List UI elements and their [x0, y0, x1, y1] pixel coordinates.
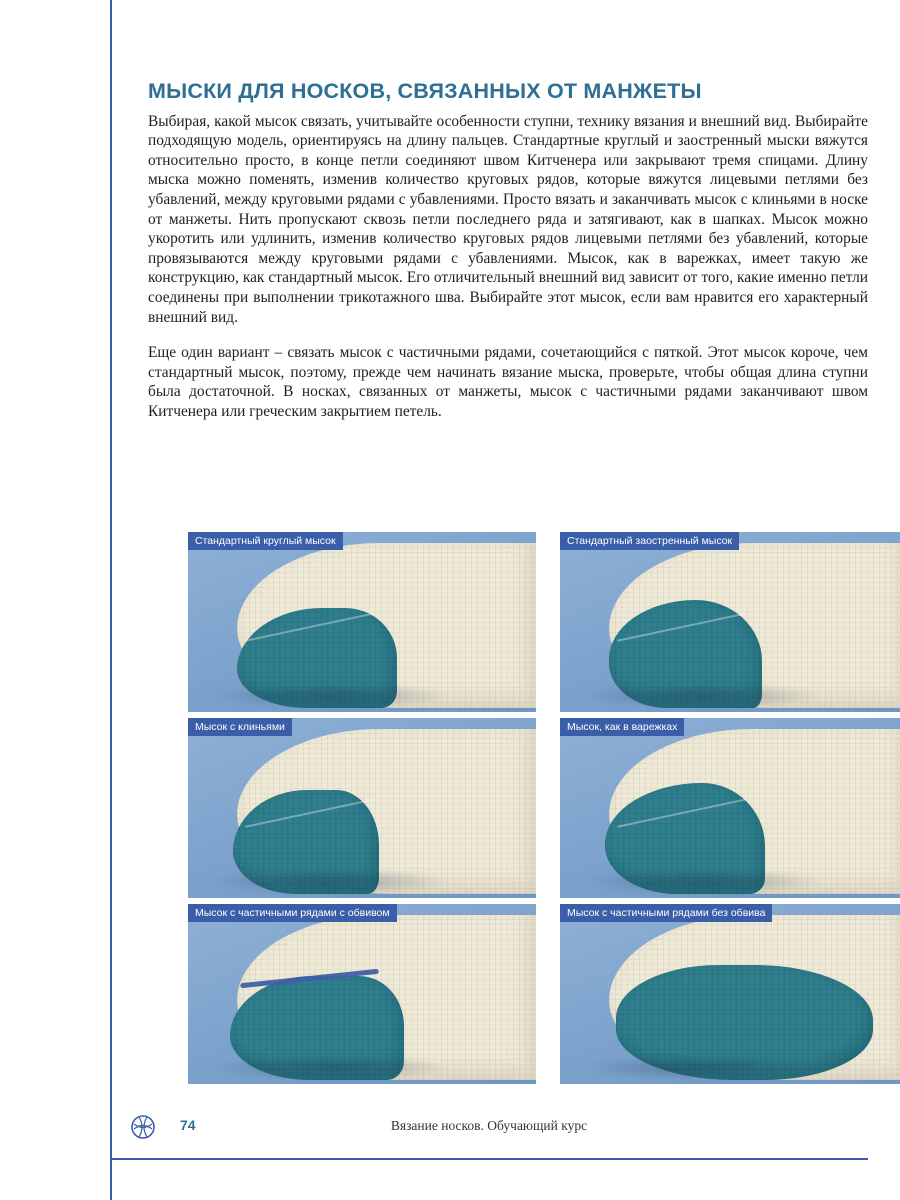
drop-shadow [581, 1055, 825, 1080]
photo-item [560, 532, 900, 712]
page-footer [110, 1114, 868, 1154]
drop-shadow [209, 869, 453, 894]
body-paragraph-1: Выбирая, какой мысок связать, учитывайте особенности ступни, технику вязания и внешний вид. Выбирайте подходящую модель, ориентируясь на длину пальцев. Стандартные круглый и заостренный мыски вяжутся относительно просто, в конце петли соединяют швом Китченера или закрывают тремя спицами. Длину мыска можно поменять, изменив количество круговых рядов, которые вяжутся лицевыми петлями без убавлений, между круговыми рядами с убавлениями. Просто вязать и заканчивать мысок с клиньями в носке от манжеты. Нить пропускают сквозь петли последнего ряда и затягивают, как в шапках. Мысок можно укоротить или удлинить, изменив количество круговых рядов лицевыми петлями без убавлений, которые провязываются между круговыми рядами с убавлениями. Мысок, как в варежках, имеет такую же конструкцию, как стандартный мысок. Его отличительный внешний вид зависит от того, какие именно петли соединены при выполнении трикотажного шва. Выбирайте этот мысок, если вам нравится его характерный внешний вид. [148, 112, 868, 326]
drop-shadow [581, 683, 825, 708]
photo-item [560, 904, 900, 1084]
photo-caption: Стандартный заостренный мысок [560, 532, 739, 550]
photo-item [188, 532, 536, 712]
sock-toe-illustration [188, 718, 536, 898]
photo-caption: Стандартный круглый мысок [188, 532, 343, 550]
sock-toe-illustration [188, 532, 536, 712]
page-title: МЫСКИ ДЛЯ НОСКОВ, СВЯЗАННЫХ ОТ МАНЖЕТЫ [148, 79, 702, 103]
drop-shadow [209, 683, 453, 708]
page-left-rule [110, 0, 112, 1200]
photo-item [188, 718, 536, 898]
sock-toe-illustration [560, 532, 900, 712]
photo-grid [148, 516, 868, 1068]
sock-toe-illustration [188, 904, 536, 1084]
photo-caption: Мысок с клиньями [188, 718, 292, 736]
photo-caption: Мысок с частичными рядами без обвива [560, 904, 772, 922]
photo-item [560, 718, 900, 898]
page-bottom-rule [110, 1158, 868, 1160]
photo-caption: Мысок, как в варежках [560, 718, 684, 736]
drop-shadow [581, 869, 825, 894]
photo-caption: Мысок с частичными рядами с обвивом [188, 904, 397, 922]
footer-book-title: Вязание носков. Обучающий курс [390, 1118, 588, 1133]
drop-shadow [209, 1055, 453, 1080]
page-number: 74 [180, 1117, 196, 1133]
photo-item [188, 904, 536, 1084]
sock-toe-illustration [560, 904, 900, 1084]
article-content [148, 80, 868, 436]
body-paragraph-2: Еще один вариант – связать мысок с частичными рядами, сочетающийся с пяткой. Этот мысок короче, чем стандартный мысок, поэтому, прежде чем начинать вязание мыска, проверьте, чтобы общая длина ступни была достаточной. В носках, связанных от манжеты, мысок с частичными рядами заканчивают швом Китченера или греческим закрытием петель. [148, 344, 868, 420]
sock-toe-illustration [560, 718, 900, 898]
